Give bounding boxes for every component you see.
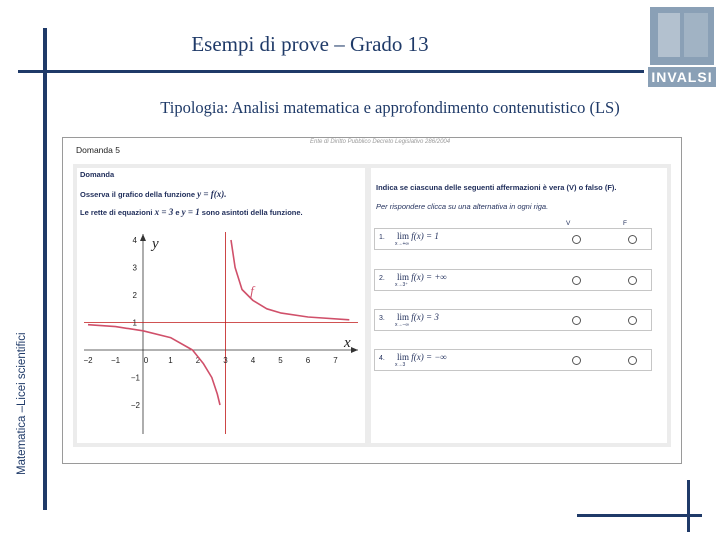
limit-expression: f(x) = 1 (411, 231, 439, 241)
question-line-1 (80, 189, 227, 199)
radio-false[interactable] (628, 356, 637, 365)
y-axis-label: y (152, 236, 159, 252)
statement-expression (397, 272, 447, 282)
statement-row (374, 228, 652, 250)
limit-subscript: x→3 (395, 362, 406, 368)
answer-note: Per rispondere clicca su una alternativa in ogni riga. (376, 202, 549, 211)
y-tick-label: −1 (130, 373, 140, 383)
x-tick-label: 6 (305, 356, 311, 365)
line2-math-1: x = 3 (154, 207, 174, 217)
side-label: Matematica –Licei scientifici (16, 332, 28, 475)
frame-line-horizontal (18, 70, 644, 73)
y-tick-label: 2 (132, 291, 137, 300)
line2-text: Le rette di equazioni (80, 208, 155, 217)
line1-text: Osserva il grafico della funzione (80, 190, 198, 199)
limit-subscript: x→+∞ (395, 241, 409, 247)
logo-text: INVALSI (648, 67, 716, 87)
answer-instruction: Indica se ciascuna delle seguenti affermazioni è vera (V) o falso (F). (376, 183, 617, 192)
limit-expression: f(x) = 3 (411, 312, 439, 322)
column-header-f: F (623, 220, 627, 227)
function-graph (76, 228, 364, 438)
radio-false[interactable] (628, 235, 637, 244)
limit-subscript: x→3⁺ (395, 282, 408, 288)
x-tick-label: 1 (168, 356, 173, 365)
logo-mark-icon (650, 7, 714, 65)
statement-row (374, 309, 652, 331)
x-tick-label: 5 (278, 356, 283, 365)
statement-number: 2. (379, 275, 385, 282)
limit-operator: lim (397, 352, 412, 362)
x-axis-label: x (344, 335, 351, 351)
statement-row (374, 349, 652, 371)
x-tick-label: 2 (195, 356, 201, 365)
x-axis-arrow-icon (351, 347, 358, 353)
curve-branch-2 (231, 240, 349, 320)
statement-row (374, 269, 652, 291)
x-tick-label: 0 (143, 356, 149, 365)
radio-true[interactable] (572, 356, 581, 365)
y-tick-label: 1 (132, 318, 137, 328)
corner-line-vertical (687, 480, 690, 532)
line1-math: y = f(x). (197, 189, 227, 199)
statement-number: 1. (379, 234, 385, 241)
x-tick-label: −2 (83, 356, 93, 365)
x-tick-label: 4 (250, 356, 256, 365)
radio-true[interactable] (572, 276, 581, 285)
corner-line-horizontal (577, 514, 702, 517)
x-tick-label: 3 (223, 356, 228, 365)
slide-title: Esempi di prove – Grado 13 (191, 32, 429, 56)
radio-true[interactable] (572, 235, 581, 244)
question-line-2 (80, 207, 303, 217)
limit-expression: f(x) = −∞ (411, 352, 447, 362)
radio-false[interactable] (628, 316, 637, 325)
statement-expression (397, 312, 439, 322)
limit-operator: lim (397, 231, 412, 241)
header-note: Ente di Diritto Pubblico Decreto Legislativo 286/2004 (310, 139, 451, 145)
x-tick-label: 7 (333, 356, 338, 365)
line2-suffix: sono asintoti della funzione. (199, 208, 303, 217)
statement-expression (397, 352, 447, 362)
limit-operator: lim (397, 312, 412, 322)
line2-mid: e (173, 208, 182, 217)
question-heading: Domanda (80, 170, 115, 179)
x-tick-label: −1 (110, 356, 121, 365)
limit-operator: lim (397, 272, 412, 282)
column-header-v: V (566, 220, 571, 227)
y-tick-label: 4 (132, 236, 137, 245)
statement-number: 4. (379, 355, 385, 362)
frame-line-vertical (43, 28, 47, 510)
slide-subtitle: Tipologia: Analisi matematica e approfondimento contenutistico (LS) (160, 98, 620, 117)
invalsi-logo (650, 7, 714, 65)
line2-math-2: y = 1 (181, 207, 200, 217)
statements-list (366, 228, 666, 378)
statement-expression (397, 231, 439, 241)
limit-expression: f(x) = +∞ (411, 272, 447, 282)
radio-false[interactable] (628, 276, 637, 285)
y-axis-arrow-icon (140, 234, 146, 241)
question-number: Domanda 5 (76, 145, 120, 155)
limit-subscript: x→−∞ (395, 322, 409, 328)
y-tick-label: −2 (130, 401, 140, 410)
curve-label: f (250, 283, 254, 298)
radio-true[interactable] (572, 316, 581, 325)
statement-number: 3. (379, 315, 385, 322)
y-tick-label: 3 (132, 263, 137, 273)
